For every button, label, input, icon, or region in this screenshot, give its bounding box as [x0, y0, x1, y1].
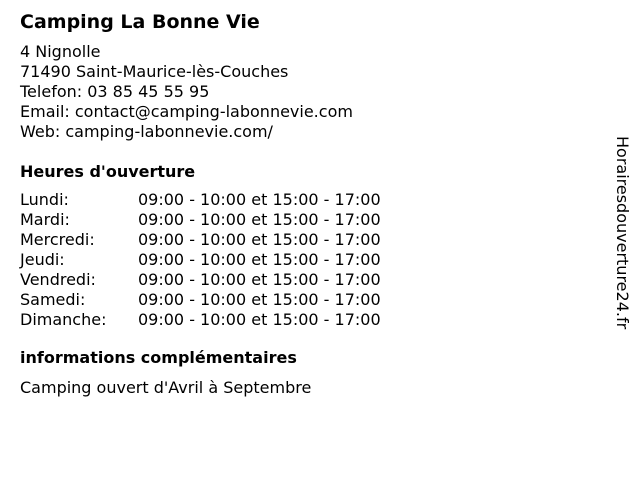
additional-info-heading: informations complémentaires — [20, 348, 297, 367]
hours-row-friday — [20, 270, 381, 290]
business-card — [20, 10, 600, 398]
day-label: Mercredi: — [20, 230, 95, 249]
day-label: Lundi: — [20, 190, 69, 209]
hours-row-monday — [20, 190, 381, 210]
hours-row-tuesday — [20, 210, 381, 230]
day-label: Samedi: — [20, 290, 86, 309]
day-label: Jeudi: — [20, 250, 65, 269]
website-link[interactable]: Web: camping-labonnevie.com/ — [20, 122, 273, 141]
day-times: 09:00 - 10:00 et 15:00 - 17:00 — [138, 290, 381, 309]
address-city: 71490 Saint-Maurice-lès-Couches — [20, 62, 289, 81]
day-times: 09:00 - 10:00 et 15:00 - 17:00 — [138, 210, 381, 229]
day-label: Dimanche: — [20, 310, 107, 329]
site-watermark: Horairesdouverture24.fr — [613, 136, 632, 330]
contact-block — [20, 42, 600, 142]
hours-row-sunday — [20, 310, 381, 330]
day-times: 09:00 - 10:00 et 15:00 - 17:00 — [138, 230, 381, 249]
hours-row-wednesday — [20, 230, 381, 250]
day-times: 09:00 - 10:00 et 15:00 - 17:00 — [138, 310, 381, 329]
email-address[interactable]: Email: contact@camping-labonnevie.com — [20, 102, 353, 121]
day-times: 09:00 - 10:00 et 15:00 - 17:00 — [138, 190, 381, 209]
hours-row-thursday — [20, 250, 381, 270]
day-times: 09:00 - 10:00 et 15:00 - 17:00 — [138, 270, 381, 289]
business-name: Camping La Bonne Vie — [20, 11, 260, 33]
opening-hours-table — [20, 190, 381, 330]
day-label: Mardi: — [20, 210, 70, 229]
address-street: 4 Nignolle — [20, 42, 101, 61]
opening-hours-heading: Heures d'ouverture — [20, 162, 196, 181]
phone-number[interactable]: Telefon: 03 85 45 55 95 — [20, 82, 210, 101]
day-times: 09:00 - 10:00 et 15:00 - 17:00 — [138, 250, 381, 269]
day-label: Vendredi: — [20, 270, 96, 289]
hours-row-saturday — [20, 290, 381, 310]
additional-info-text: Camping ouvert d'Avril à Septembre — [20, 378, 312, 397]
